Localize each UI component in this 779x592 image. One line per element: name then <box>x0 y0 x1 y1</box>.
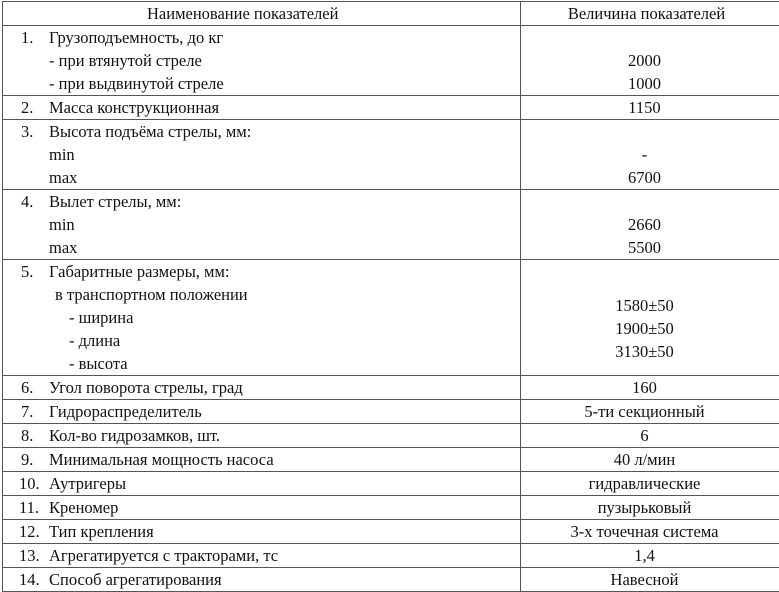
row-name-cell: 1. Грузоподъемность, до кг - при втянутой стреле - при выдвинутой стреле <box>3 26 521 96</box>
row-title: Габаритные размеры, мм: <box>49 262 230 281</box>
row-value: 6 <box>640 426 649 445</box>
table-row <box>3 544 779 568</box>
row-value: гидравлические <box>588 474 701 493</box>
table-row <box>3 424 779 448</box>
row-value: 2660 <box>628 215 661 234</box>
specs-table-container <box>2 1 779 592</box>
row-value-cell <box>521 120 779 190</box>
row-title: Вылет стрелы, мм: <box>49 192 182 211</box>
table-row <box>3 568 779 592</box>
header-name: Наименование показателей <box>3 2 521 26</box>
table-row <box>3 496 779 520</box>
row-value: 1900±50 <box>615 319 674 338</box>
table-header-row <box>3 2 779 26</box>
table-row <box>3 376 779 400</box>
row-value-cell <box>521 544 779 568</box>
row-name-cell: 10. Аутригеры <box>3 472 521 496</box>
row-title: Грузоподъемность, до кг <box>49 28 224 47</box>
row-name-cell: 6. Угол поворота стрелы, град <box>3 376 521 400</box>
row-value-cell <box>521 26 779 96</box>
row-value: - <box>641 145 648 164</box>
row-value-cell <box>521 190 779 260</box>
row-name-cell: 3. Высота подъёма стрелы, мм: min max <box>3 120 521 190</box>
row-sub: - высота <box>69 354 128 373</box>
row-title: Угол поворота стрелы, град <box>49 378 243 397</box>
table-row <box>3 260 779 376</box>
row-sub: max <box>49 168 78 187</box>
row-title: Гидрораспределитель <box>49 402 202 421</box>
row-value-cell <box>521 448 779 472</box>
row-value: 5500 <box>628 238 661 257</box>
row-sub: - при втянутой стреле <box>49 51 202 70</box>
row-value: 1000 <box>628 74 661 93</box>
row-sub: - при выдвинутой стреле <box>49 74 224 93</box>
row-sub: max <box>49 238 78 257</box>
row-value: 3-х точечная система <box>570 522 719 541</box>
table-row <box>3 448 779 472</box>
row-subheader: в транспортном положении <box>55 285 248 304</box>
row-name-cell: 8. Кол-во гидрозамков, шт. <box>3 424 521 448</box>
row-name-cell: 5. Габаритные размеры, мм: в транспортном положении - ширина - длина - высота <box>3 260 521 376</box>
row-title: Кол-во гидрозамков, шт. <box>49 426 221 445</box>
row-value: 1150 <box>628 98 661 117</box>
table-row <box>3 120 779 190</box>
row-value: 6700 <box>628 168 661 187</box>
row-value: 5-ти секционный <box>584 402 705 421</box>
row-title: Минимальная мощность насоса <box>49 450 274 469</box>
table-row <box>3 472 779 496</box>
row-name-cell: 14. Способ агрегатирования <box>3 568 521 592</box>
row-name-cell: 9. Минимальная мощность насоса <box>3 448 521 472</box>
row-value-cell <box>521 376 779 400</box>
row-value: 1580±50 <box>615 296 674 315</box>
row-sub: - длина <box>69 331 121 350</box>
row-title: Масса конструкционная <box>49 98 220 117</box>
row-name-cell: 11. Креномер <box>3 496 521 520</box>
row-sub: min <box>49 215 75 234</box>
table-row <box>3 400 779 424</box>
row-title: Способ агрегатирования <box>49 570 222 589</box>
table-row <box>3 26 779 96</box>
row-value-cell <box>521 520 779 544</box>
row-name-cell: 12. Тип крепления <box>3 520 521 544</box>
row-sub: - ширина <box>69 308 134 327</box>
table-row <box>3 190 779 260</box>
table-row <box>3 96 779 120</box>
row-value: 40 л/мин <box>613 450 676 469</box>
row-name-cell: 4. Вылет стрелы, мм: min max <box>3 190 521 260</box>
row-value: 1,4 <box>634 546 655 565</box>
row-value-cell <box>521 400 779 424</box>
row-title: Высота подъёма стрелы, мм: <box>49 122 252 141</box>
table-row <box>3 520 779 544</box>
row-value: Навесной <box>610 570 679 589</box>
row-value-cell <box>521 472 779 496</box>
row-title: Креномер <box>49 498 119 517</box>
row-value: 3130±50 <box>615 342 674 361</box>
row-value-cell <box>521 568 779 592</box>
row-name-cell: 13. Агрегатируется с тракторами, тс <box>3 544 521 568</box>
row-value: 2000 <box>628 51 661 70</box>
row-value: 160 <box>632 378 657 397</box>
row-value: пузырьковый <box>597 498 692 517</box>
row-title: Тип крепления <box>49 522 154 541</box>
row-sub: min <box>49 145 75 164</box>
row-name-cell: 2. Масса конструкционная <box>3 96 521 120</box>
row-title: Агрегатируется с тракторами, тс <box>49 546 279 565</box>
row-value-cell <box>521 496 779 520</box>
specs-table <box>2 1 779 592</box>
row-value-cell <box>521 96 779 120</box>
row-name-cell: 7. Гидрораспределитель <box>3 400 521 424</box>
row-value-cell <box>521 424 779 448</box>
header-value: Величина показателей <box>521 2 779 26</box>
row-title: Аутригеры <box>49 474 127 493</box>
row-value-cell <box>521 260 779 376</box>
